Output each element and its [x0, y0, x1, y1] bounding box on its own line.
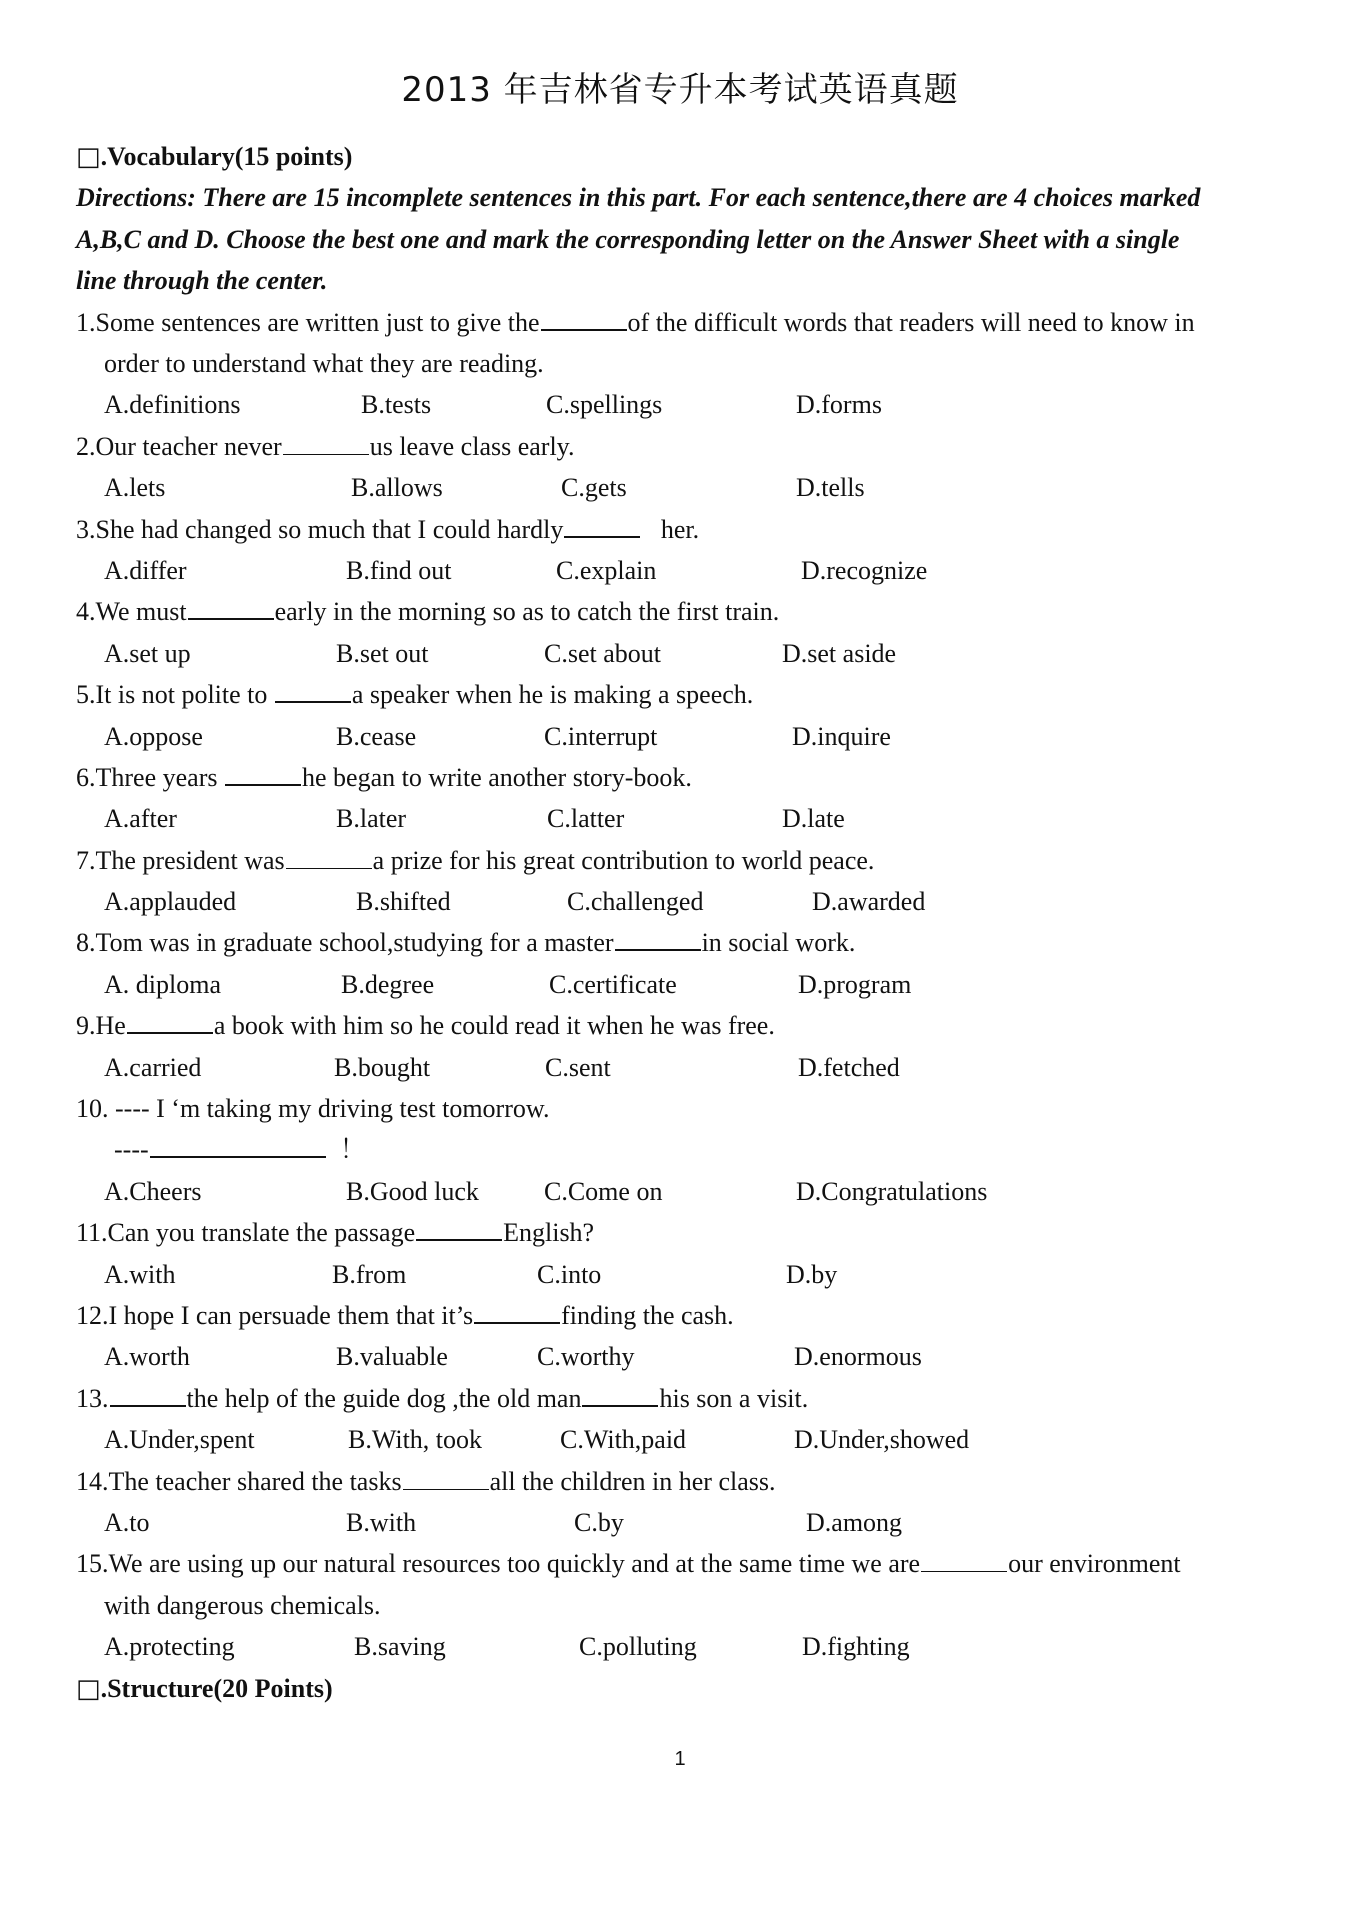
option-a: A.definitions [104, 390, 241, 420]
question-2-options [76, 467, 1306, 508]
option-c: C.by [574, 1507, 624, 1537]
question-6 [76, 757, 1306, 798]
option-a: A.carried [104, 1052, 202, 1082]
option-b: B.from [332, 1259, 407, 1289]
answer-blank [416, 1217, 502, 1241]
option-d: D.program [798, 969, 912, 999]
question-text: 1.Some sentences are written just to give the [76, 307, 540, 337]
option-d: D.set aside [782, 638, 897, 668]
option-b: B.tests [361, 390, 432, 420]
option-a: A.Under,spent [104, 1425, 255, 1455]
question-text: ！ [339, 1135, 366, 1165]
option-d: D.by [786, 1259, 838, 1289]
option-b: B.valuable [336, 1342, 448, 1372]
answer-blank [921, 1549, 1007, 1572]
option-b: B.set out [336, 638, 429, 668]
question-15 [76, 1543, 1306, 1584]
question-text: 15.We are using up our natural resources too quickly and at the same time we are [76, 1549, 921, 1579]
answer-blank [275, 679, 351, 703]
option-a: A.to [104, 1507, 150, 1537]
answer-blank [286, 846, 372, 869]
option-c: C.explain [556, 555, 657, 585]
section-heading-text: .Vocabulary(15 points) [100, 142, 353, 171]
question-14-options [76, 1502, 1306, 1543]
option-c: C.gets [561, 473, 627, 503]
option-c: C.set about [544, 638, 661, 668]
option-b: B.degree [341, 969, 435, 999]
option-b: B.find out [346, 555, 452, 585]
option-d: D.enormous [794, 1342, 922, 1372]
question-text: 13. [76, 1383, 109, 1413]
option-b: B.later [336, 804, 407, 834]
option-c: C.certificate [549, 969, 677, 999]
question-text: 8.Tom was in graduate school,studying for a master [76, 928, 614, 958]
answer-blank [564, 514, 640, 538]
option-d: D.among [806, 1507, 903, 1537]
section-heading-text: .Structure(20 Points) [100, 1673, 333, 1703]
option-d: D.inquire [792, 721, 891, 751]
question-7 [76, 840, 1306, 881]
option-a: A.set up [104, 638, 191, 668]
question-text: the help of the guide dog ,the old man [186, 1383, 582, 1413]
question-text: of the difficult words that readers will need to know in [627, 307, 1195, 337]
question-11 [76, 1212, 1306, 1253]
answer-blank [188, 596, 274, 620]
option-c: C.interrupt [544, 721, 658, 751]
option-b: B.allows [351, 473, 443, 503]
question-text: 3.She had changed so much that I could hardly [76, 514, 564, 544]
option-b: B.shifted [356, 887, 451, 917]
question-10: 10. ---- I ‘m taking my driving test tomorrow. [76, 1094, 550, 1124]
option-c: C.polluting [579, 1632, 697, 1662]
question-4 [76, 591, 1306, 632]
question-text: his son a visit. [659, 1383, 809, 1413]
directions-line: Directions: There are 15 incomplete sentences in this part. For each sentence,there are 4 choices marked [76, 183, 1201, 213]
answer-blank [225, 762, 301, 786]
option-c: C.challenged [567, 887, 704, 917]
option-a: A.worth [104, 1342, 190, 1372]
question-text: 2.Our teacher never [76, 431, 282, 461]
question-6-options [76, 798, 1306, 839]
exam-content [76, 136, 1306, 1709]
question-2 [76, 426, 1306, 467]
question-text: a book with him so he could read it when he was free. [213, 1011, 775, 1041]
option-b: B.with [346, 1507, 417, 1537]
question-text: he began to write another story-book. [301, 762, 692, 792]
option-b: B.cease [336, 721, 417, 751]
option-c: C.Come on [544, 1176, 663, 1206]
question-text: a speaker when he is making a speech. [351, 680, 754, 710]
option-c: C.latter [547, 804, 625, 834]
question-7-options [76, 881, 1306, 922]
answer-blank [403, 1467, 489, 1490]
option-a: A.applauded [104, 887, 237, 917]
section-heading-structure [76, 1668, 1306, 1709]
option-d: D.late [782, 804, 845, 834]
option-b: B.Good luck [346, 1176, 479, 1206]
question-5-options [76, 716, 1306, 757]
option-a: A.Cheers [104, 1176, 202, 1206]
option-d: D.Under,showed [794, 1425, 970, 1455]
option-a: A.oppose [104, 721, 203, 751]
option-a: A.protecting [104, 1632, 235, 1662]
answer-blank [283, 432, 369, 455]
option-b: B.saving [354, 1632, 446, 1662]
answer-blank [474, 1300, 560, 1324]
option-c: C.spellings [546, 390, 663, 420]
question-text: in social work. [701, 928, 856, 958]
question-text: 14.The teacher shared the tasks [76, 1466, 402, 1496]
question-5 [76, 674, 1306, 715]
page-number: 1 [674, 1748, 686, 1770]
question-12-options [76, 1336, 1306, 1377]
question-4-options [76, 633, 1306, 674]
question-1-options [76, 384, 1306, 425]
answer-blank [110, 1383, 186, 1407]
option-d: D.fetched [798, 1052, 900, 1082]
question-13 [76, 1378, 1306, 1419]
question-text: 6.Three years [76, 762, 218, 792]
question-text: 9.He [76, 1011, 126, 1041]
question-9-options [76, 1047, 1306, 1088]
question-text: 12.I hope I can persuade them that it’s [76, 1300, 474, 1330]
question-text: early in the morning so as to catch the first train. [274, 597, 780, 627]
question-text: our environment [1008, 1549, 1181, 1579]
option-d: D.tells [796, 473, 865, 503]
question-14 [76, 1461, 1306, 1502]
question-12 [76, 1295, 1306, 1336]
option-a: A.lets [104, 473, 166, 503]
option-b: B.With, took [348, 1425, 483, 1455]
question-text: 11.Can you translate the passage [76, 1218, 416, 1248]
answer-blank [582, 1383, 658, 1407]
option-d: D.Congratulations [796, 1176, 988, 1206]
question-text: finding the cash. [561, 1300, 734, 1330]
question-text: ---- [114, 1135, 149, 1165]
question-8-options [76, 964, 1306, 1005]
answer-blank [150, 1134, 326, 1158]
question-3 [76, 509, 1306, 550]
option-d: D.recognize [801, 555, 928, 585]
answer-blank [127, 1010, 213, 1034]
option-a: A.differ [104, 555, 187, 585]
question-text: us leave class early. [369, 431, 575, 461]
question-text: 7.The president was [76, 845, 285, 875]
option-c: C.With,paid [560, 1425, 687, 1455]
option-d: D.fighting [802, 1632, 910, 1662]
question-9 [76, 1005, 1306, 1046]
question-1 [76, 302, 1306, 343]
directions [76, 177, 1306, 301]
question-10-options [76, 1171, 1306, 1212]
option-c: C.sent [545, 1052, 611, 1082]
option-b: B.bought [334, 1052, 431, 1082]
directions-line: line through the center. [76, 266, 328, 296]
answer-blank [615, 927, 701, 951]
answer-blank [541, 307, 627, 331]
question-3-options [76, 550, 1306, 591]
option-d: D.awarded [812, 887, 926, 917]
option-a: A.after [104, 804, 177, 834]
question-13-options [76, 1419, 1306, 1460]
question-15-options [76, 1626, 1306, 1667]
question-text: English? [503, 1218, 595, 1248]
question-10-reply [76, 1129, 1306, 1170]
question-text: a prize for his great contribution to world peace. [372, 845, 875, 875]
option-d: D.forms [796, 390, 882, 420]
option-a: A.with [104, 1259, 176, 1289]
question-text: 4.We must [76, 597, 187, 627]
section-marker: □ [76, 142, 101, 172]
page-title: 2013 年吉林省专升本考试英语真题 [401, 70, 959, 110]
question-1-continued: order to understand what they are reading. [104, 349, 544, 378]
directions-line: A,B,C and D. Choose the best one and mark the corresponding letter on the Answer Sheet with a single [76, 224, 1180, 254]
section-marker: □ [76, 1673, 101, 1704]
option-a: A. diploma [104, 969, 221, 999]
question-text: all the children in her class. [489, 1466, 776, 1496]
question-8 [76, 922, 1306, 963]
question-text: her. [660, 514, 700, 544]
question-text: 5.It is not polite to [76, 680, 268, 710]
question-11-options [76, 1254, 1306, 1295]
section-heading-vocabulary [76, 136, 1306, 177]
option-c: C.into [537, 1259, 602, 1289]
option-c: C.worthy [537, 1342, 635, 1372]
question-15-continued: with dangerous chemicals. [104, 1590, 381, 1620]
